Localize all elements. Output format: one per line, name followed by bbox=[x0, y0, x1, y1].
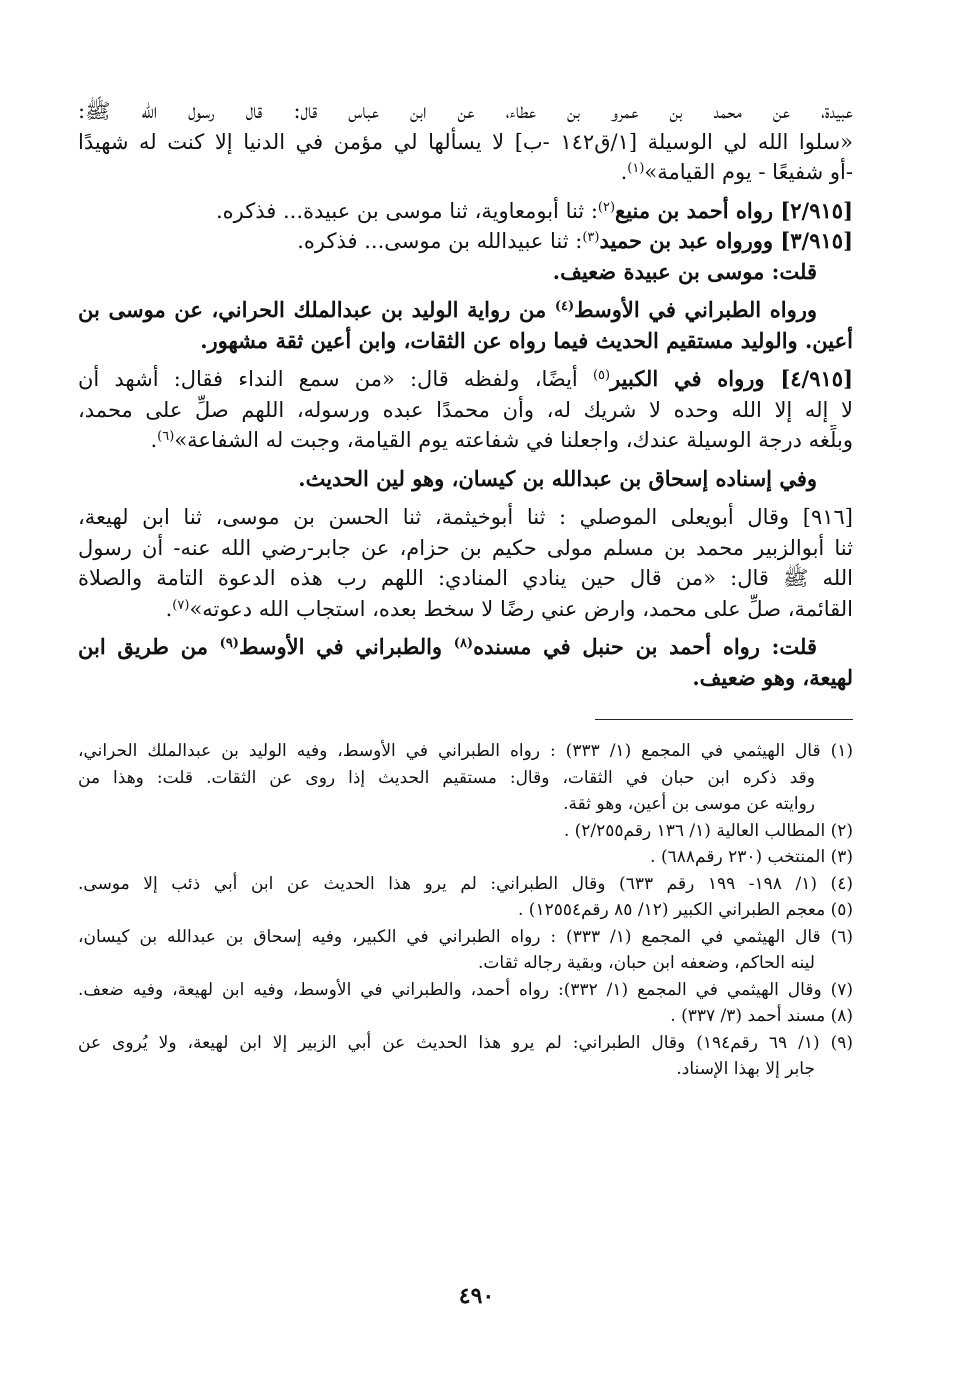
footnotes bbox=[78, 738, 853, 1083]
text-line: الله ﷺ قال: «من قال حين ينادي المنادي: اللهم رب هذه الدعوة التامة والصلاة bbox=[78, 566, 853, 590]
text-line: -أو شفيعًا - يوم القيامة»$^{(١)}$. bbox=[620, 160, 853, 184]
text-line: قلت: رواه أحمد بن حنبل في مسنده$^{(٨)}$ والطبراني في الأوسط$^{(٩)}$ من طريق ابن bbox=[78, 634, 817, 659]
footnote-line: (٨) مسند أحمد (٣/ ٣٣٧) . bbox=[670, 1006, 853, 1026]
page-number: ٤٩٠ bbox=[458, 1283, 495, 1309]
text-line: [٢/٩١٥] رواه أحمد بن منيع$^{(٢)}$: ثنا أبومعاوية، ثنا موسى بن عبيدة... فذكره. bbox=[216, 197, 853, 223]
footnote-line: (١) قال الهيثمي في المجمع (١/ ٣٣٣) : رواه الطبراني في الأوسط، وفيه الوليد بن عبدالملك الحراني، bbox=[78, 741, 853, 761]
footnote-marker: (٧) bbox=[172, 597, 190, 613]
text-line: [٤/٩١٥] ورواه في الكبير$^{(٥)}$ أيضًا، ولفظه قال: «من سمع النداء فقال: أشهد أن bbox=[78, 366, 853, 391]
text-line: عبيدة، عن محمد بن عمرو بن عطاء، عن ابن عباس قال: قال رسول الله ﷺ: bbox=[78, 99, 853, 123]
footnote-line: وقد ذكره ابن حبان في الثقات، وقال: مستقيم الحديث إذا روى عن الثقات. قلت: وهذا من bbox=[78, 767, 815, 788]
footnote-line: (٥) معجم الطبراني الكبير (١٢/ ٨٥ رقم١٢٥٥٤) . bbox=[517, 900, 853, 920]
footnote-marker: (٤) bbox=[554, 299, 575, 314]
main-text bbox=[78, 96, 853, 693]
footnote-line: جابر إلا بهذا الإسناد. bbox=[676, 1059, 815, 1079]
footnote-line: (٩) (١/ ٦٩ رقم١٩٤) وقال الطبراني: لم يرو هذا الحديث عن أبي الزبير إلا ابن لهيعة، ولا يُروى عن bbox=[78, 1032, 853, 1053]
text-line: لهيعة، وهو ضعيف. bbox=[692, 664, 853, 690]
text-line: القائمة، صلِّ على محمد، وارض عني رضًا لا سخط بعده، استجاب الله دعوته»$^{(٧)}$. bbox=[165, 596, 853, 621]
footnote-line: لينه الحاكم، وضعفه ابن حبان، وبقية رجاله ثقات. bbox=[478, 953, 815, 973]
text-line: لا إله إلا الله وحده لا شريك له، وأن محمدًا عبده ورسوله، اللهم صلِّ على محمد، bbox=[78, 397, 853, 422]
text-line: [٣/٩١٥] وورواه عبد بن حميد$^{(٣)}$: ثنا عبيدالله بن موسى... فذكره. bbox=[297, 228, 853, 253]
text-line: ثنا أبوالزبير محمد بن مسلم مولى حكيم بن حزام، عن جابر-رضي الله عنه- أن رسول bbox=[78, 535, 853, 560]
footnote-marker: (٩) bbox=[219, 636, 239, 651]
text-line: [٩١٦] وقال أبويعلى الموصلي : ثنا أبوخيثمة، ثنا الحسن بن موسى، ثنا ابن لهيعة، bbox=[78, 505, 853, 529]
footnote-marker: (٥) bbox=[592, 368, 611, 383]
text-line: أعين. والوليد مستقيم الحديث فيما رواه عن الثقات، وابن أعين ثقة مشهور. bbox=[200, 327, 853, 353]
footnote-marker: (٦) bbox=[157, 429, 175, 444]
text-line: قلت: موسى بن عبيدة ضعيف. bbox=[552, 258, 817, 284]
footnote-marker: (٣) bbox=[582, 230, 600, 245]
footnote-marker: (٢) bbox=[597, 199, 616, 215]
text-line: وبلِّغه درجة الوسيلة عندك، واجعلنا في شفاعته يوم القيامة، وجبت له الشفاعة»$^{(٦)}$. bbox=[150, 428, 853, 452]
footnote-line: (٢) المطالب العالية (١/ ١٣٦ رقم٢/٢٥٥) . bbox=[563, 820, 853, 841]
footnote-line: (٧) وقال الهيثمي في المجمع (١/ ٣٣٢): رواه أحمد، والطبراني في الأوسط، وفيه ابن لهيعة، وفيه ضعف. bbox=[78, 979, 853, 1000]
text-line: وفي إسناده إسحاق بن عبدالله بن كيسان، وهو لين الحديث. bbox=[298, 465, 817, 491]
footnote-separator bbox=[595, 719, 853, 720]
text-line: «سلوا الله لي الوسيلة [١/ق١٤٢ -ب] لا يسألها لي مؤمن في الدنيا إلا كنت له شهيدًا bbox=[78, 129, 853, 154]
footnote-line: (٣) المنتخب (٢٣٠ رقم٦٨٨) . bbox=[650, 847, 853, 867]
text-line: ورواه الطبراني في الأوسط$^{(٤)}$ من رواية الوليد بن عبدالملك الحراني، عن موسى بن bbox=[78, 297, 818, 322]
footnote-marker: (١) bbox=[627, 161, 645, 176]
footnote-line: (٦) قال الهيثمي في المجمع (١/ ٣٣٣) : رواه الطبراني في الكبير، وفيه إسحاق بن عبدالله بن كيسان، bbox=[78, 926, 853, 947]
footnote-line: روايته عن موسى بن أعين، وهو ثقة. bbox=[563, 794, 815, 814]
footnote-marker: (٨) bbox=[453, 636, 474, 651]
footnote-line: (٤) (١/ ١٩٨- ١٩٩ رقم ٦٣٣) وقال الطبراني: لم يرو هذا الحديث عن ابن أبي ذئب إلا موسى. bbox=[78, 873, 853, 894]
